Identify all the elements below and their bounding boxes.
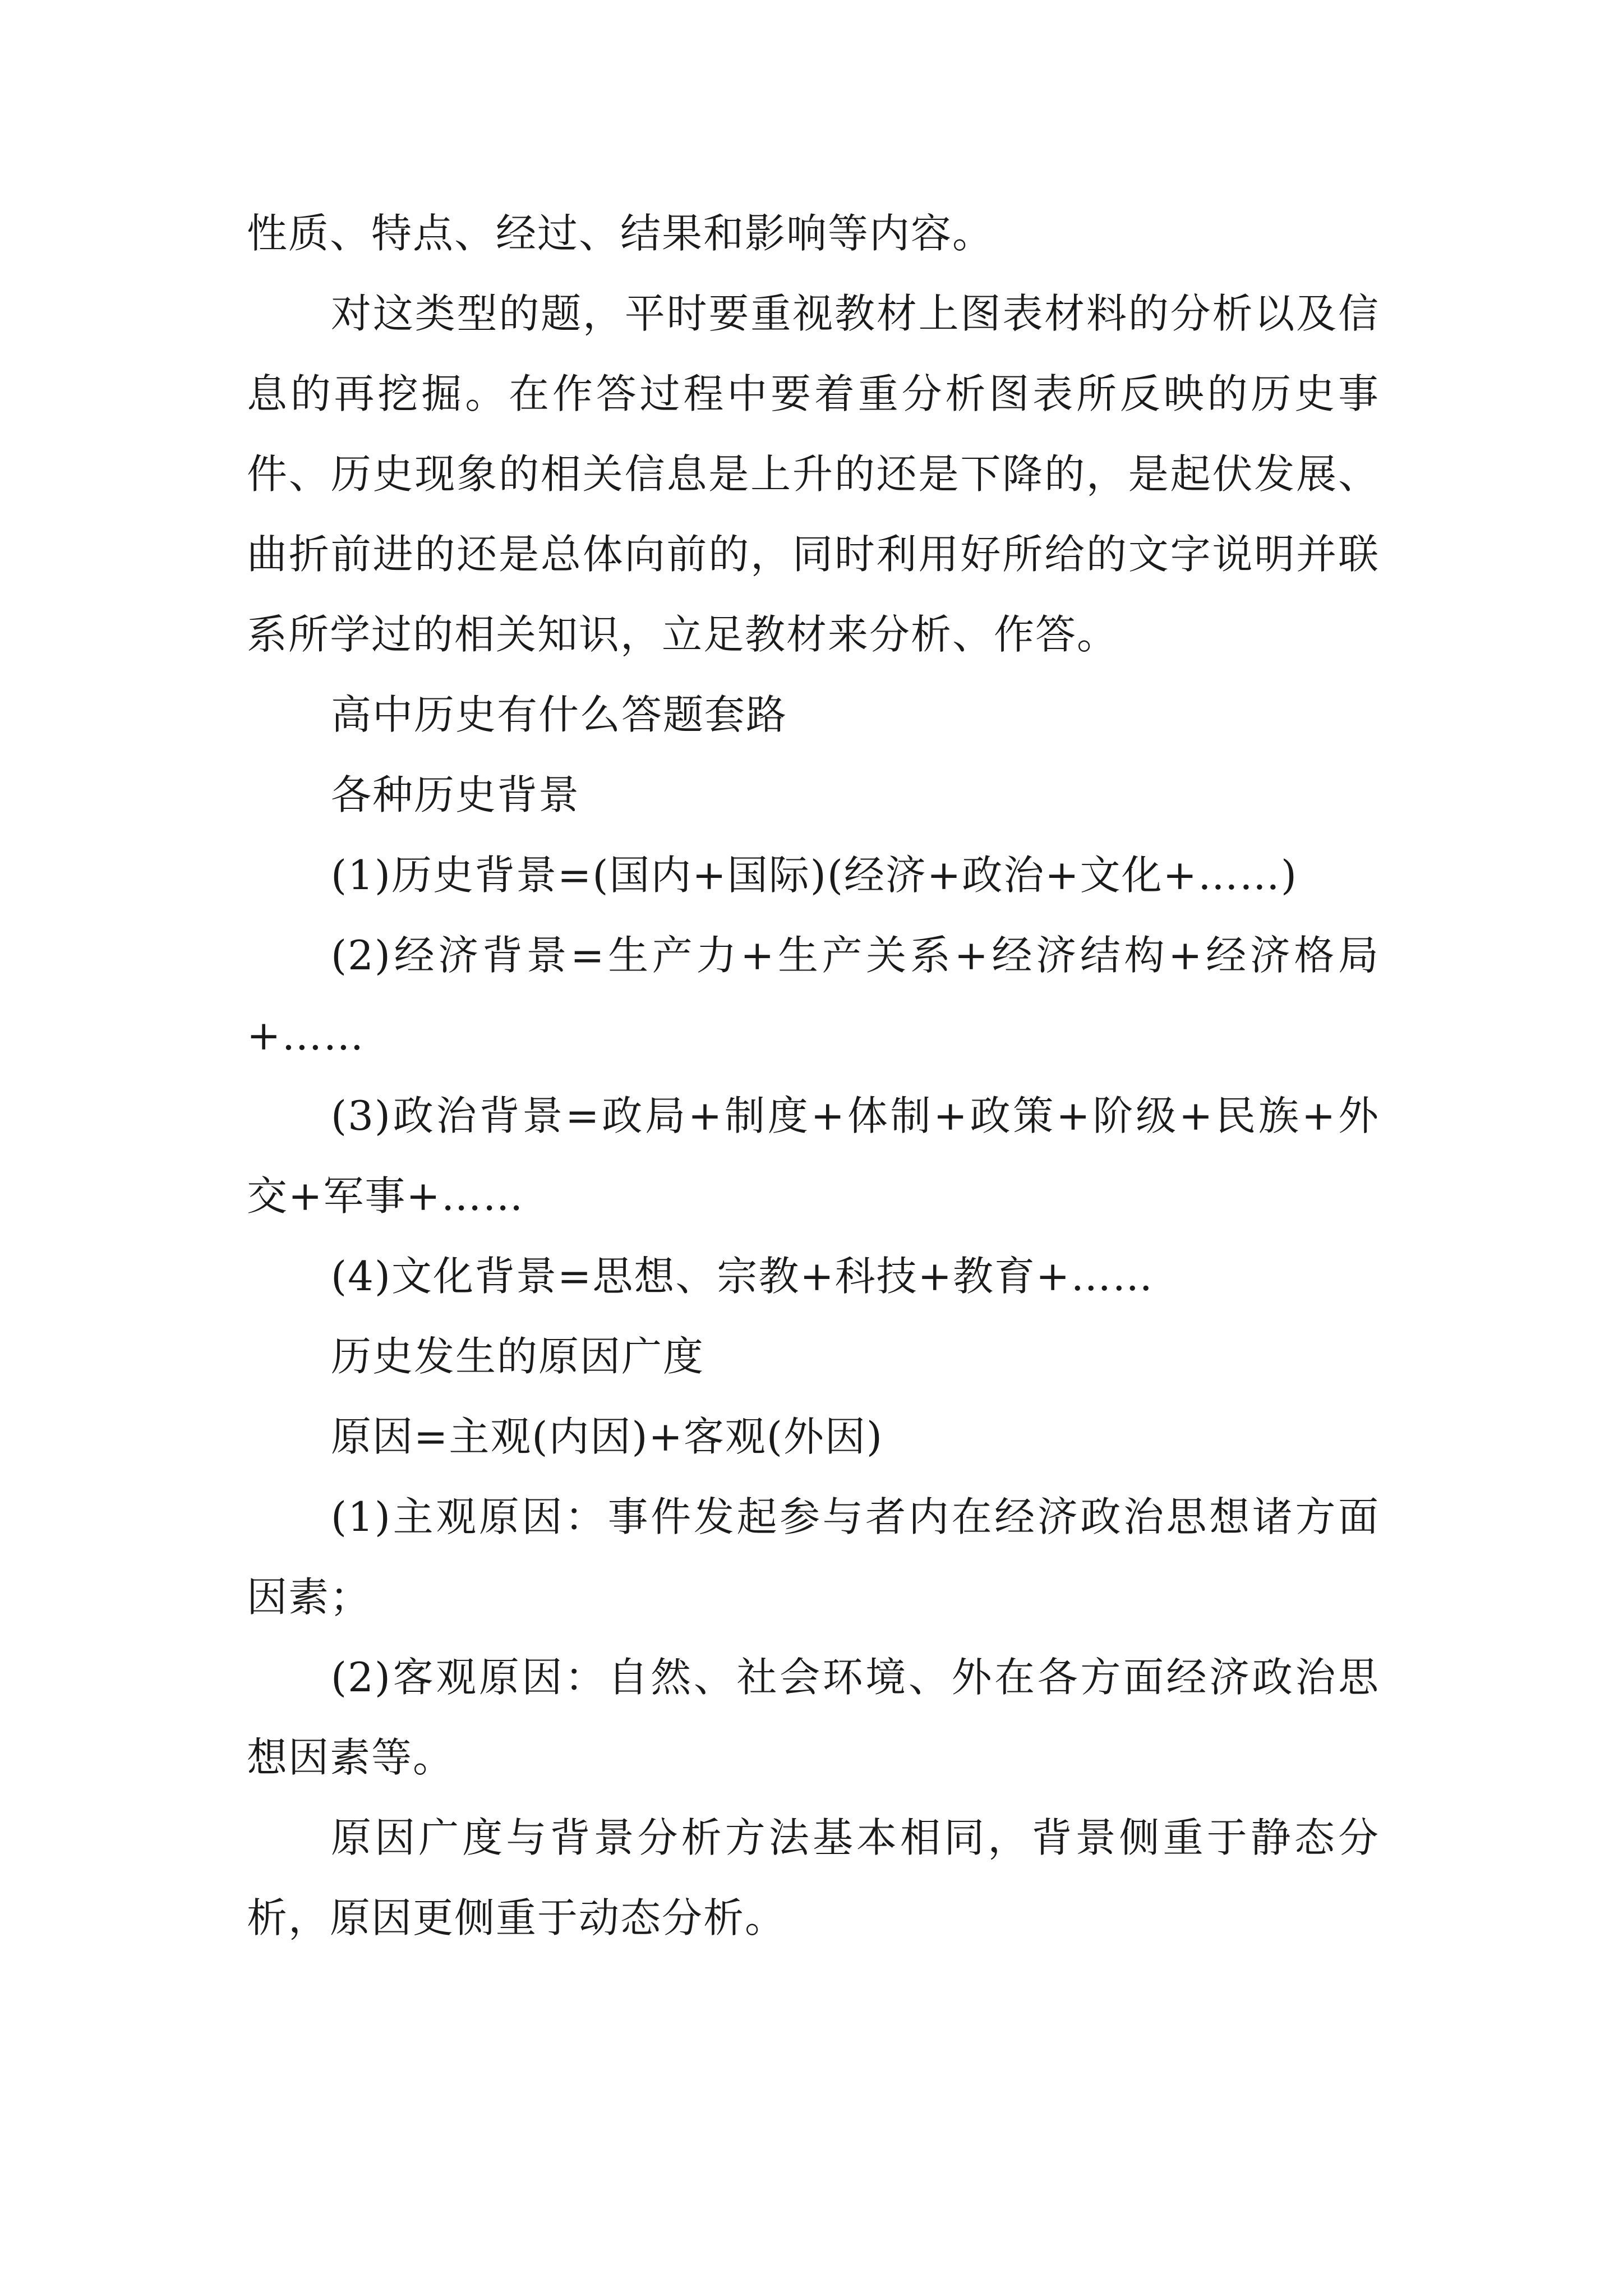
paragraph-4: 各种历史背景 [331,771,580,818]
paragraph-2: 对这类型的题，平时要重视教材上图表材料的分析以及信息的再挖掘。在作答过程中要着重分析图表所反映的历史事件、历史现象的相关信息是上升的还是下降的，是起伏发展、曲折前进的还是总体向前的，同时利用好所给的文字说明并联系所学过的相关知识，立足教材来分析、作答。 [247,290,1380,658]
paragraph-10: 原因=主观(内因)+客观(外因) [331,1413,884,1460]
paragraph-11: (1)主观原因：事件发起参与者内在经济政治思想诸方面因素； [247,1493,1380,1621]
paragraph-7: (3)政治背景=政局+制度+体制+政策+阶级+民族+外交+军事+…… [247,1092,1380,1220]
paragraph-8: (4)文化背景=思想、宗教+科技+教育+…… [331,1253,1154,1300]
paragraph-6: (2)经济背景=生产力+生产关系+经济结构+经济格局+…… [247,932,1380,1059]
paragraph-5: (1)历史背景=(国内+国际)(经济+政治+文化+……) [331,852,1298,899]
paragraph-9: 历史发生的原因广度 [331,1333,705,1380]
paragraph-3: 高中历史有什么答题套路 [331,691,788,738]
paragraph-13: 原因广度与背景分析方法基本相同，背景侧重于静态分析，原因更侧重于动态分析。 [247,1814,1380,1941]
paragraph-1: 性质、特点、经过、结果和影响等内容。 [247,210,994,257]
document-body [247,194,1380,1958]
paragraph-12: (2)客观原因：自然、社会环境、外在各方面经济政治思想因素等。 [247,1654,1380,1781]
